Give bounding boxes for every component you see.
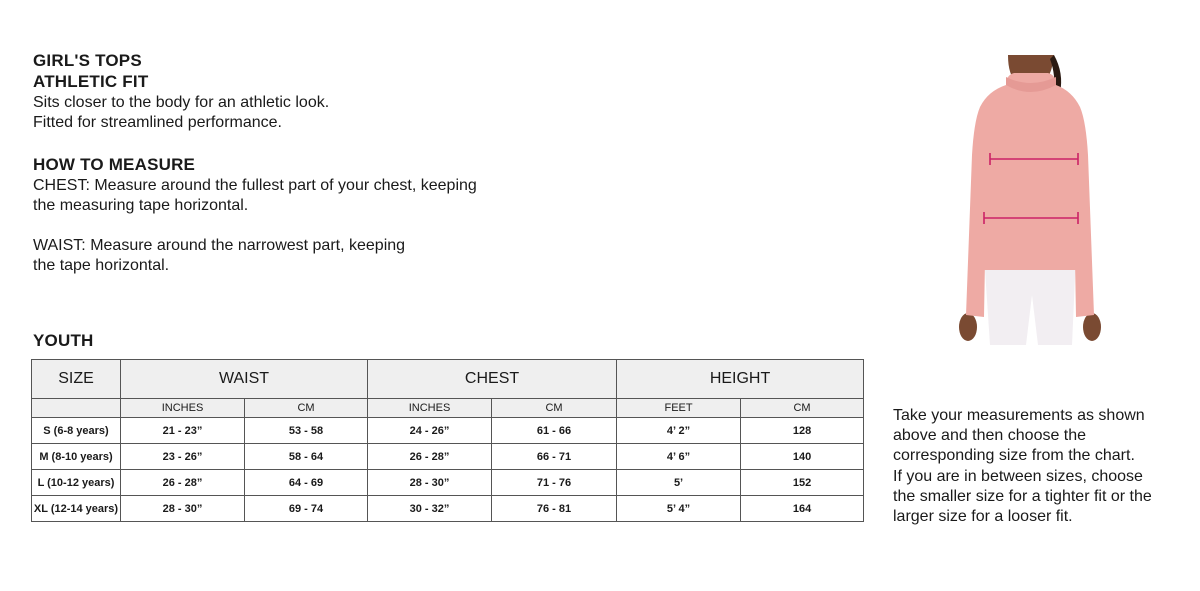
- table-cell: 30 - 32”: [368, 496, 492, 522]
- unit-header: CM: [492, 399, 617, 418]
- model-photo: [950, 55, 1110, 345]
- table-cell: 5’ 4”: [617, 496, 741, 522]
- waist-instructions-line: the tape horizontal.: [33, 257, 170, 274]
- fit-description-line: Fitted for streamlined performance.: [33, 114, 282, 131]
- group-header-row: [32, 360, 864, 399]
- table-cell: 26 - 28”: [121, 470, 245, 496]
- unit-header: INCHES: [121, 399, 245, 418]
- table-cell: 26 - 28”: [368, 444, 492, 470]
- sizing-note-line: larger size for a looser fit.: [893, 508, 1073, 526]
- unit-header-row: [32, 399, 864, 418]
- size-chart-table: [31, 359, 864, 522]
- table-cell: 164: [741, 496, 864, 522]
- table-cell: 53 - 58: [245, 418, 368, 444]
- size-label: M (8-10 years): [32, 444, 121, 470]
- fit-title: ATHLETIC FIT: [33, 72, 149, 91]
- table-cell: 64 - 69: [245, 470, 368, 496]
- how-to-measure-title: HOW TO MEASURE: [33, 155, 196, 174]
- chest-header: CHEST: [368, 360, 617, 399]
- table-cell: 28 - 30”: [368, 470, 492, 496]
- height-header: HEIGHT: [617, 360, 864, 399]
- unit-header-blank: [32, 399, 121, 418]
- size-label: XL (12-14 years): [32, 496, 121, 522]
- table-cell: 28 - 30”: [121, 496, 245, 522]
- table-title: YOUTH: [33, 331, 94, 350]
- unit-header: INCHES: [368, 399, 492, 418]
- table-cell: 23 - 26”: [121, 444, 245, 470]
- table-cell: 152: [741, 470, 864, 496]
- size-header: SIZE: [32, 360, 121, 399]
- model-hand-right: [1083, 313, 1101, 341]
- table-row: [32, 444, 864, 470]
- table-cell: 58 - 64: [245, 444, 368, 470]
- sizing-note-line: Take your measurements as shown: [893, 407, 1145, 424]
- sizing-note: [893, 406, 1152, 527]
- unit-header: FEET: [617, 399, 741, 418]
- chest-instructions-line: CHEST: Measure around the fullest part of your chest, keeping: [33, 177, 477, 194]
- unit-header: CM: [741, 399, 864, 418]
- table-cell: 5’: [617, 470, 741, 496]
- size-label: S (6-8 years): [32, 418, 121, 444]
- chest-instructions-line: the measuring tape horizontal.: [33, 197, 249, 214]
- table-row: [32, 496, 864, 522]
- table-cell: 71 - 76: [492, 470, 617, 496]
- sizing-note-line: If you are in between sizes, choose: [893, 467, 1143, 485]
- waist-header: WAIST: [121, 360, 368, 399]
- fit-description: [33, 93, 329, 133]
- chest-instructions: [33, 176, 477, 216]
- table-cell: 21 - 23”: [121, 418, 245, 444]
- table-cell: 4’ 6”: [617, 444, 741, 470]
- sizing-note-line: the smaller size for a tighter fit or the: [893, 487, 1152, 505]
- table-cell: 76 - 81: [492, 496, 617, 522]
- size-label: L (10-12 years): [32, 470, 121, 496]
- table-cell: 4’ 2”: [617, 418, 741, 444]
- waist-instructions-line: WAIST: Measure around the narrowest part, keeping: [33, 237, 406, 254]
- sizing-note-line: corresponding size from the chart.: [893, 447, 1135, 465]
- table-cell: 61 - 66: [492, 418, 617, 444]
- sizing-note-line: above and then choose the: [893, 427, 1087, 445]
- table-cell: 140: [741, 444, 864, 470]
- model-hand-left: [959, 313, 977, 341]
- table-cell: 128: [741, 418, 864, 444]
- table-cell: 24 - 26”: [368, 418, 492, 444]
- product-title: GIRL'S TOPS: [33, 51, 142, 70]
- table-cell: 66 - 71: [492, 444, 617, 470]
- fit-description-line: Sits closer to the body for an athletic look.: [33, 94, 330, 111]
- table-row: [32, 418, 864, 444]
- unit-header: CM: [245, 399, 368, 418]
- table-cell: 69 - 74: [245, 496, 368, 522]
- table-row: [32, 470, 864, 496]
- waist-instructions: [33, 236, 405, 276]
